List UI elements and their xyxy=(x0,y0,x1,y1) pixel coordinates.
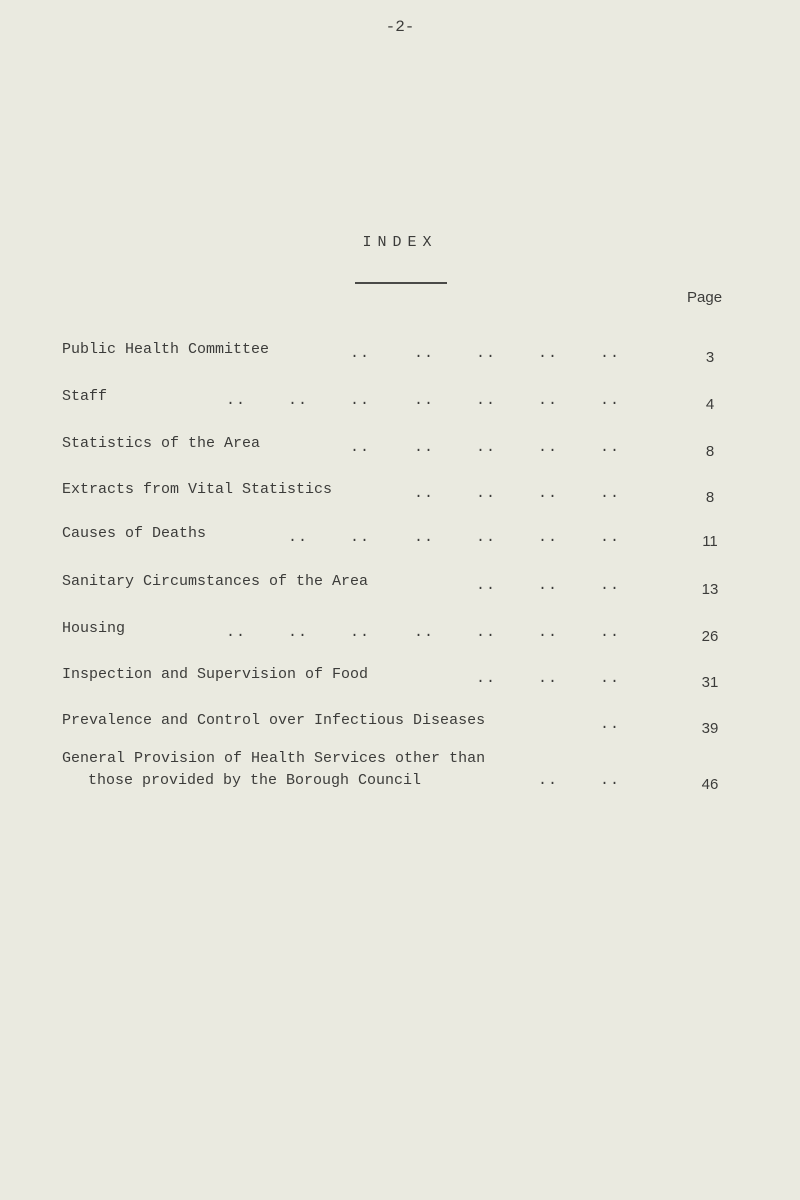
dot-leader: .. xyxy=(414,624,435,641)
dot-leader: .. xyxy=(476,345,497,362)
entry-label: Extracts from Vital Statistics xyxy=(62,481,333,498)
dot-leader: .. xyxy=(414,392,435,409)
entry-label-continued: those provided by the Borough Council xyxy=(88,772,422,789)
dot-leader: .. xyxy=(600,670,621,687)
index-entry xyxy=(0,525,800,549)
dot-leader: .. xyxy=(538,345,559,362)
dot-leader: .. xyxy=(476,392,497,409)
dot-leader: .. xyxy=(538,485,559,502)
index-title: INDEX xyxy=(362,234,438,251)
entry-page-number: 39 xyxy=(701,720,719,737)
page-column-header: Page xyxy=(687,289,723,306)
title-underline xyxy=(355,282,447,284)
entry-page-number: 3 xyxy=(705,349,715,366)
entry-page-number: 11 xyxy=(702,533,718,550)
entry-page-number: 46 xyxy=(701,776,719,793)
dot-leader: .. xyxy=(600,624,621,641)
dot-leader: .. xyxy=(226,392,247,409)
dot-leader: .. xyxy=(288,624,309,641)
dot-leader: .. xyxy=(414,485,435,502)
entry-page-number: 13 xyxy=(701,581,719,598)
dot-leader: .. xyxy=(414,529,435,546)
dot-leader: .. xyxy=(538,577,559,594)
dot-leader: .. xyxy=(600,716,621,733)
dot-leader: .. xyxy=(414,345,435,362)
entry-page-number: 26 xyxy=(701,628,719,645)
dot-leader: .. xyxy=(350,439,371,456)
entry-label: Housing xyxy=(62,620,126,637)
index-entry xyxy=(0,341,800,365)
entry-label: Causes of Deaths xyxy=(62,525,207,542)
dot-leader: .. xyxy=(350,529,371,546)
index-entry xyxy=(0,666,800,690)
dot-leader: .. xyxy=(476,577,497,594)
entry-label: Public Health Committee xyxy=(62,341,270,358)
entry-label: Prevalence and Control over Infectious Diseases xyxy=(62,712,486,729)
dot-leader: .. xyxy=(350,392,371,409)
index-entry xyxy=(0,481,800,505)
dot-leader: .. xyxy=(538,392,559,409)
dot-leader: .. xyxy=(414,439,435,456)
dot-leader: .. xyxy=(476,624,497,641)
dot-leader: .. xyxy=(538,772,559,789)
index-entry xyxy=(0,573,800,597)
dot-leader: .. xyxy=(476,670,497,687)
entry-label: Statistics of the Area xyxy=(62,435,261,452)
dot-leader: .. xyxy=(600,529,621,546)
entry-page-number: 31 xyxy=(701,674,719,691)
dot-leader: .. xyxy=(476,439,497,456)
dot-leader: .. xyxy=(476,529,497,546)
dot-leader: .. xyxy=(600,485,621,502)
index-entry xyxy=(0,620,800,644)
dot-leader: .. xyxy=(538,670,559,687)
index-entry xyxy=(0,388,800,412)
dot-leader: .. xyxy=(538,439,559,456)
entry-page-number: 8 xyxy=(705,443,715,460)
entry-label: Staff xyxy=(62,388,108,405)
index-entry xyxy=(0,435,800,459)
dot-leader: .. xyxy=(288,529,309,546)
dot-leader: .. xyxy=(600,577,621,594)
dot-leader: .. xyxy=(288,392,309,409)
page-number: -2- xyxy=(385,18,415,36)
entry-label: Sanitary Circumstances of the Area xyxy=(62,573,369,590)
dot-leader: .. xyxy=(600,392,621,409)
entry-label: Inspection and Supervision of Food xyxy=(62,666,369,683)
dot-leader: .. xyxy=(538,624,559,641)
entry-page-number: 8 xyxy=(705,489,715,506)
entry-page-number: 4 xyxy=(705,396,715,413)
dot-leader: .. xyxy=(350,345,371,362)
dot-leader: .. xyxy=(538,529,559,546)
dot-leader: .. xyxy=(600,772,621,789)
dot-leader: .. xyxy=(350,624,371,641)
index-entry xyxy=(0,712,800,736)
dot-leader: .. xyxy=(476,485,497,502)
index-entry xyxy=(0,750,800,793)
dot-leader: .. xyxy=(600,439,621,456)
dot-leader: .. xyxy=(600,345,621,362)
dot-leader: .. xyxy=(226,624,247,641)
entry-label: General Provision of Health Services other than xyxy=(62,750,486,767)
